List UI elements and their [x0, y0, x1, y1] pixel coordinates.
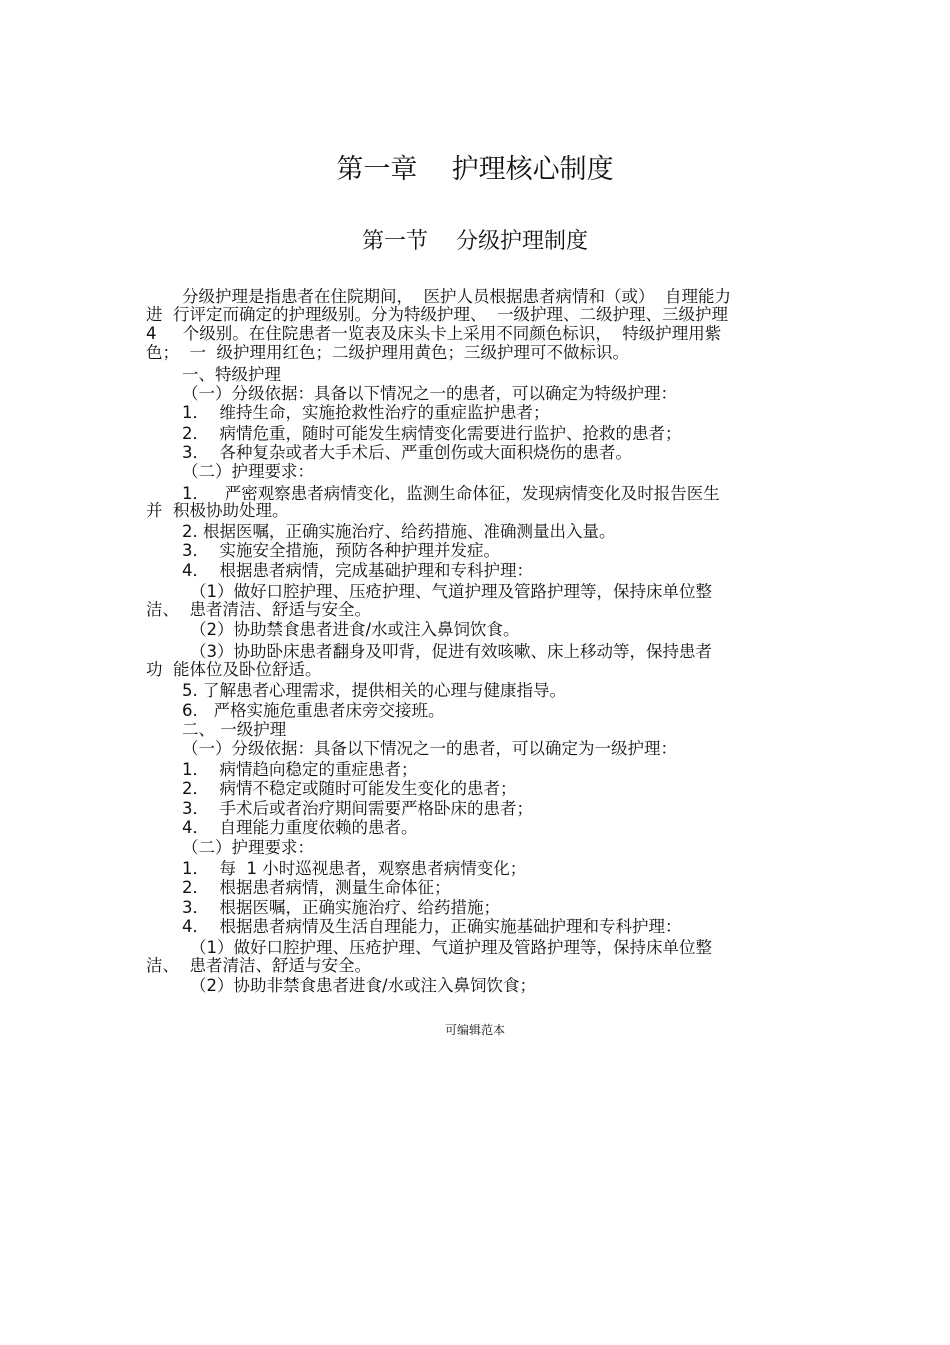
sub-item-continuation: 功 能体位及卧位舒适。 — [146, 660, 322, 679]
list-item: 3． 实施安全措施，预防各种护理并发症。 — [182, 541, 500, 560]
list-item: 6. 严格实施危重患者床旁交接班。 — [182, 701, 445, 720]
sub-item-continuation: 洁、 患者清洁、舒适与安全。 — [146, 956, 371, 975]
list-item: 1． 维持生命，实施抢救性治疗的重症监护患者； — [182, 403, 550, 422]
sub-item: （1）做好口腔护理、压疮护理、气道护理及管路护理等，保持床单位整 — [190, 582, 712, 601]
sub-item: （3）协助卧床患者翻身及叩背，促进有效咳嗽、床上移动等，保持患者 — [190, 642, 712, 661]
section-heading: 一、特级护理 — [182, 365, 281, 384]
list-item: 3． 手术后或者治疗期间需要严格卧床的患者； — [182, 799, 533, 818]
list-item: 5. 了解患者心理需求，提供相关的心理与健康指导。 — [182, 681, 566, 700]
list-item: 1． 病情趋向稳定的重症患者； — [182, 760, 418, 779]
section-title: 第一节 分级护理制度 — [362, 229, 588, 254]
list-item: 2． 根据患者病情，测量生命体征； — [182, 878, 451, 897]
list-item: 1． 每 1 小时巡视患者，观察患者病情变化； — [182, 859, 527, 878]
page-footer: 可编辑范本 — [444, 1023, 505, 1037]
body-line: （一）分级依据：具备以下情况之一的患者，可以确定为特级护理： — [182, 384, 677, 403]
list-item: 4． 根据患者病情及生活自理能力，正确实施基础护理和专科护理： — [182, 917, 682, 936]
list-item: 3． 各种复杂或者大手术后、严重创伤或大面积烧伤的患者。 — [182, 443, 632, 462]
list-item: 2． 病情危重，随时可能发生病情变化需要进行监护、抢救的患者； — [182, 424, 682, 443]
section-heading: 二、 一级护理 — [182, 720, 287, 739]
chapter-title: 第一章 护理核心制度 — [336, 154, 614, 185]
list-item: 4． 根据患者病情，完成基础护理和专科护理： — [182, 561, 533, 580]
body-line: 4 个级别。在住院患者一览表及床头卡上采用不同颜色标识， 特级护理用紫 — [146, 324, 722, 343]
body-line: （一）分级依据：具备以下情况之一的患者，可以确定为一级护理： — [182, 739, 677, 758]
sub-item: （1）做好口腔护理、压疮护理、气道护理及管路护理等，保持床单位整 — [190, 938, 712, 957]
list-item: 2． 病情不稳定或随时可能发生变化的患者； — [182, 779, 517, 798]
body-line: 色； 一 级护理用红色；二级护理用黄色；三级护理可不做标识。 — [146, 343, 629, 362]
sub-item: （2）协助非禁食患者进食/水或注入鼻饲饮食； — [190, 976, 537, 995]
list-item: 3． 根据医嘱，正确实施治疗、给药措施； — [182, 898, 500, 917]
body-line: 分级护理是指患者在住院期间， 医护人员根据患者病情和（或） 自理能力 — [182, 287, 731, 306]
list-item: 2. 根据医嘱，正确实施治疗、给药措施、准确测量出入量。 — [182, 522, 616, 541]
sub-item: （2）协助禁食患者进食/水或注入鼻饲饮食。 — [190, 620, 520, 639]
list-item: 4． 自理能力重度依赖的患者。 — [182, 818, 418, 837]
body-line: （二）护理要求： — [182, 462, 314, 481]
list-item: 1． 严密观察患者病情变化，监测生命体征，发现病情变化及时报告医生 — [182, 484, 720, 503]
sub-item-continuation: 洁、 患者清洁、舒适与安全。 — [146, 600, 371, 619]
body-line: 进 行评定而确定的护理级别。分为特级护理、 一级护理、二级护理、三级护理 — [146, 305, 728, 324]
list-item-continuation: 并 积极协助处理。 — [146, 501, 289, 520]
body-line: （二）护理要求： — [182, 838, 314, 857]
